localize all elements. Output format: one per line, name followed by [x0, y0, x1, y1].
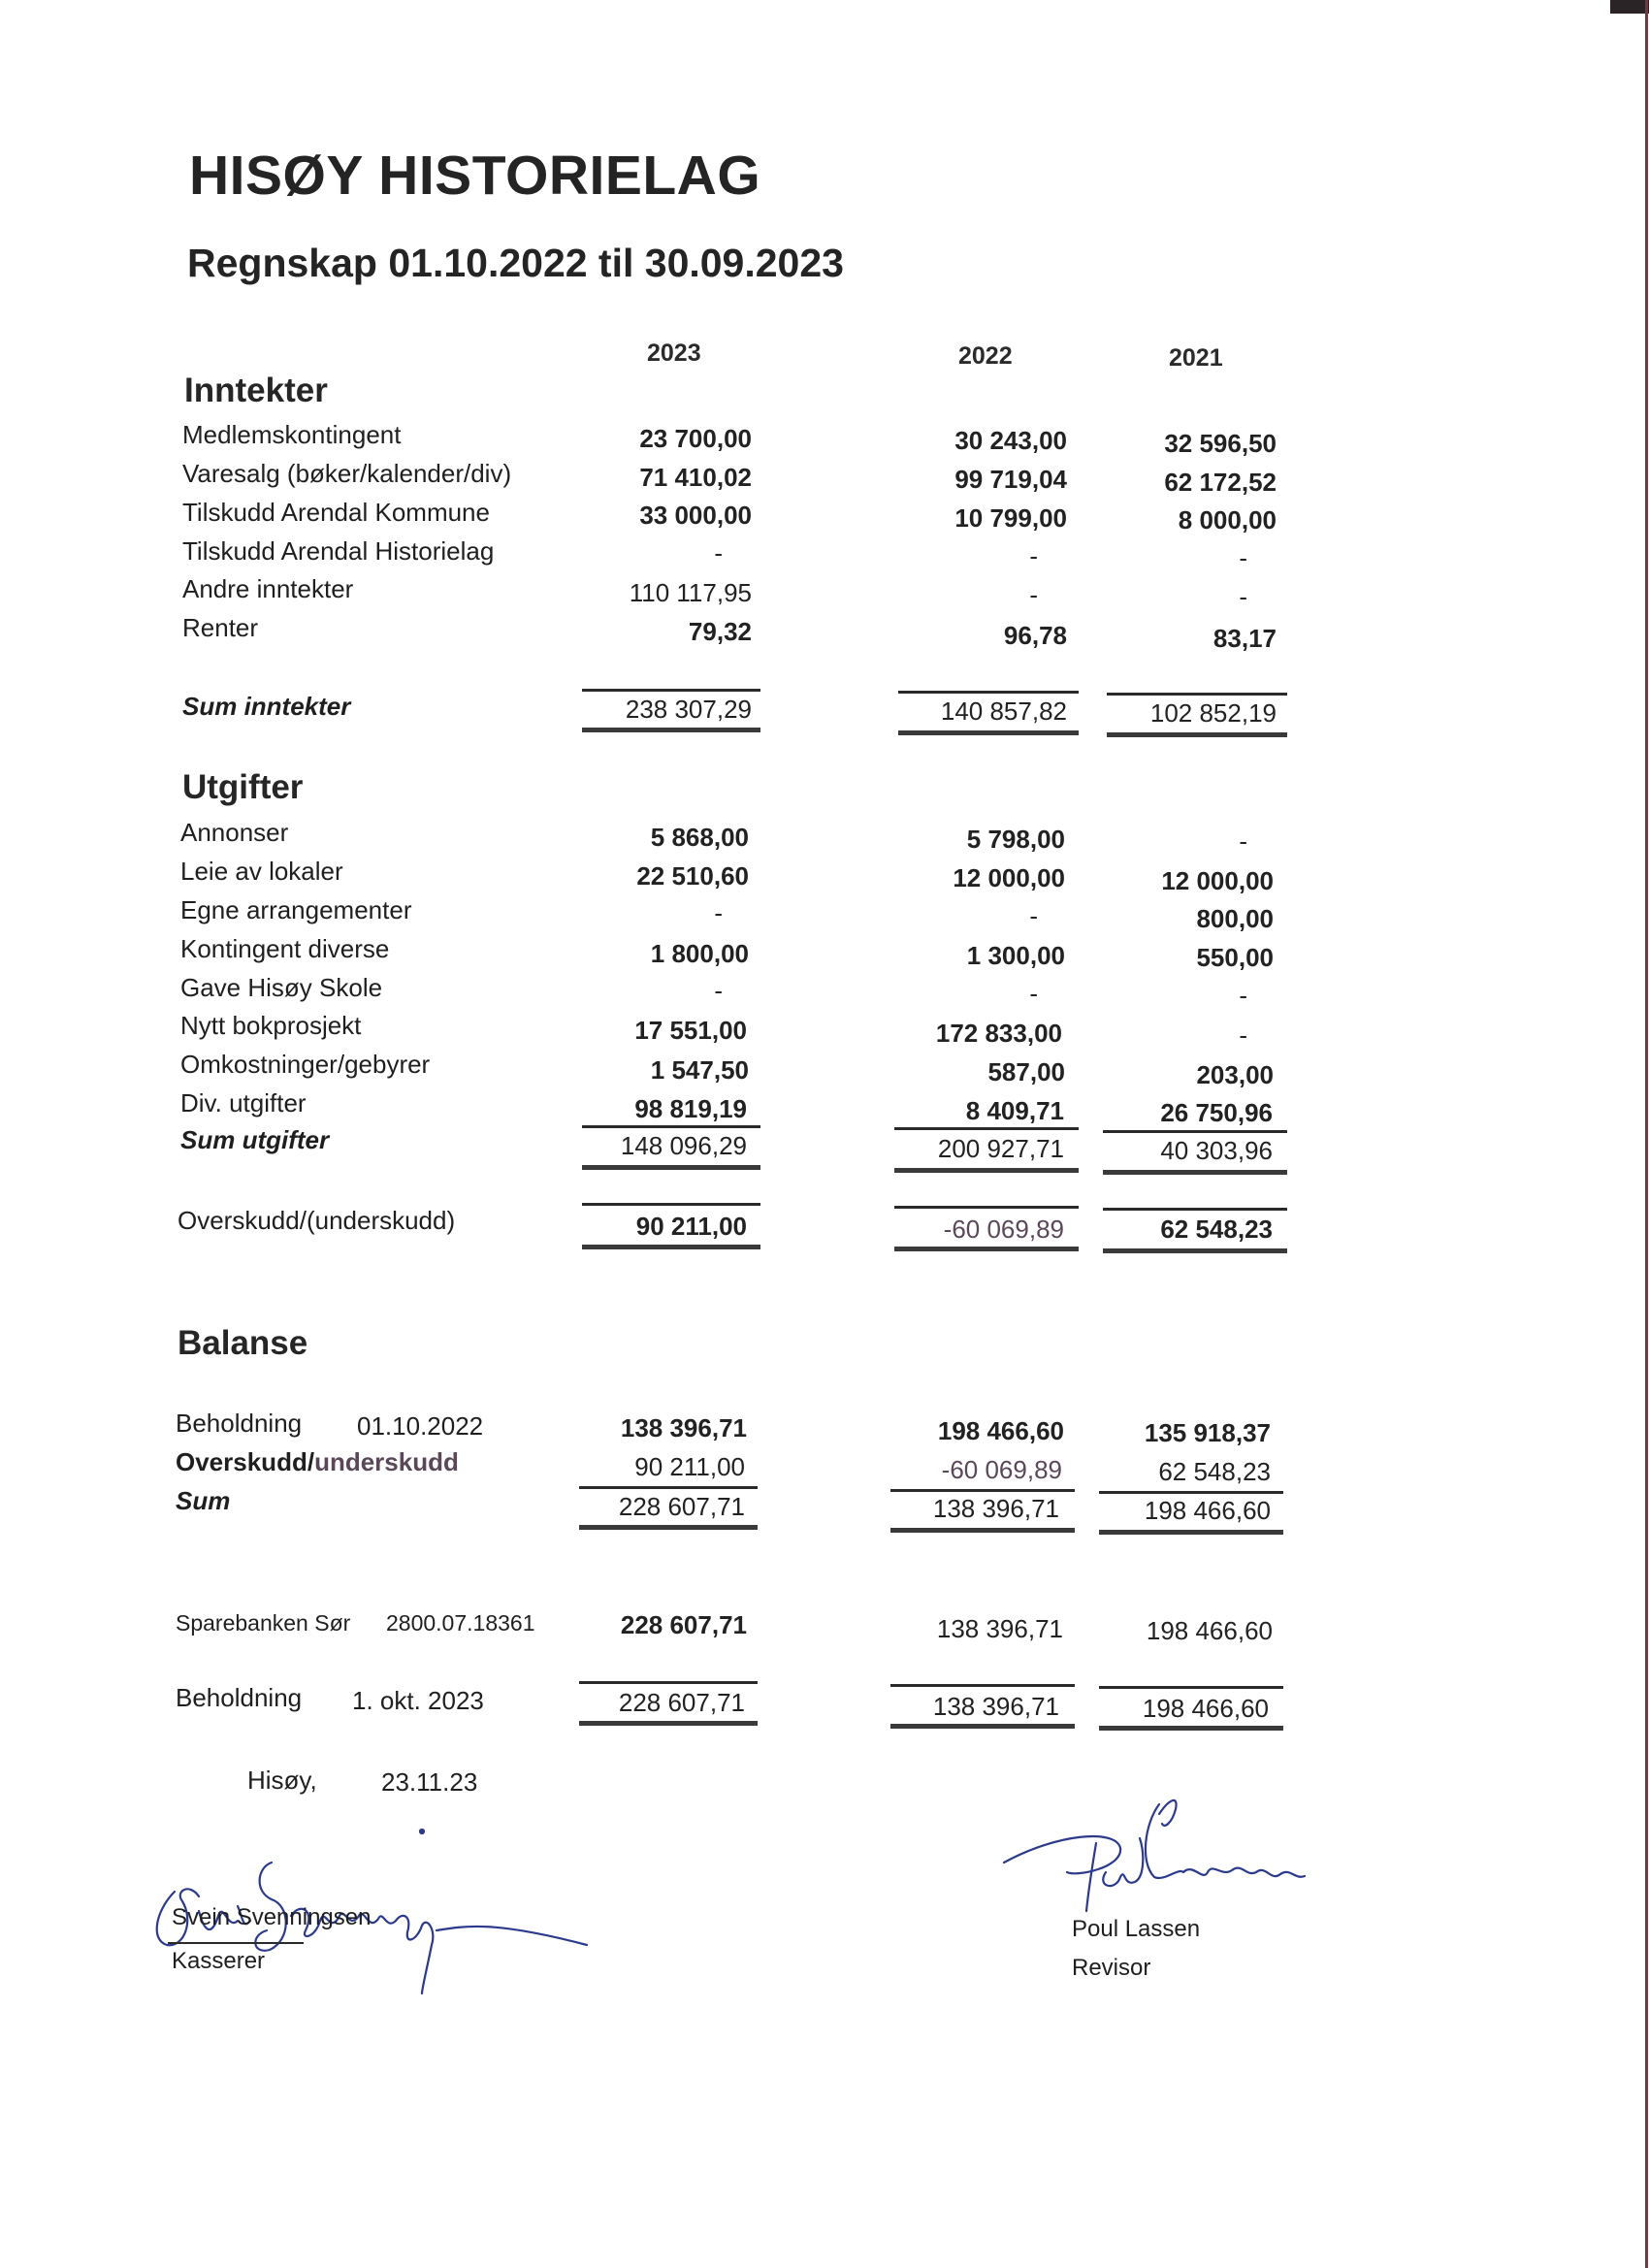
rule: [1099, 1491, 1283, 1494]
row-date: 01.10.2022: [357, 1411, 484, 1441]
signing-date: 23.11.23: [381, 1767, 478, 1797]
value-2021: 8 000,00: [1178, 505, 1277, 535]
column-header-2022: 2022: [958, 342, 1013, 370]
value-2021: 26 750,96: [1160, 1098, 1273, 1127]
section-heading-income: Inntekter: [184, 372, 328, 409]
value-2023: 228 607,71: [618, 1492, 745, 1521]
value-2022: -: [1029, 901, 1038, 930]
value-2022: 96,78: [1003, 621, 1067, 650]
value-2023: 110 117,95: [629, 578, 752, 607]
value-2023: 1 800,00: [650, 939, 749, 968]
row-label: Tilskudd Arendal Kommune: [182, 498, 490, 527]
value-2022: 8 409,71: [965, 1096, 1064, 1125]
value-2021: -: [1239, 981, 1247, 1010]
row-label: Egne arrangementer: [180, 895, 412, 924]
row-label: Nytt bokprosjekt: [180, 1011, 362, 1040]
value-2023: 22 510,60: [636, 861, 749, 891]
value-2023: 228 607,71: [620, 1610, 747, 1639]
value-2023: 98 819,19: [634, 1094, 747, 1123]
value-2021: 12 000,00: [1161, 866, 1274, 895]
double-rule: [1103, 1248, 1287, 1253]
rule: [1103, 1208, 1287, 1211]
value-2021: 102 852,19: [1149, 698, 1277, 728]
value-2022: 5 798,00: [966, 825, 1065, 854]
double-rule: [1099, 1530, 1283, 1535]
double-rule: [582, 1165, 760, 1170]
value-2022: 12 000,00: [953, 863, 1065, 892]
section-heading-expenses: Utgifter: [182, 768, 304, 806]
signature-line: [168, 1942, 304, 1944]
value-2021: 198 466,60: [1142, 1694, 1269, 1723]
treasurer-role: Kasserer: [172, 1948, 266, 1974]
page-subtitle: Regnskap 01.10.2022 til 30.09.2023: [187, 241, 844, 285]
double-rule: [1099, 1726, 1283, 1731]
row-label: Kontingent diverse: [180, 934, 390, 963]
value-2023: 138 396,71: [620, 1413, 747, 1442]
auditor-name: Poul Lassen: [1072, 1916, 1201, 1942]
value-2022: -: [1029, 541, 1038, 570]
row-label: Sum utgifter: [180, 1125, 330, 1154]
value-2022: 30 243,00: [954, 426, 1067, 455]
value-2021: -: [1239, 582, 1247, 611]
value-2023: 228 607,71: [618, 1688, 745, 1717]
value-2022: 138 396,71: [936, 1614, 1063, 1643]
value-2022: 138 396,71: [932, 1494, 1059, 1523]
value-2023: 90 211,00: [634, 1452, 745, 1481]
value-2023: 17 551,00: [634, 1016, 747, 1045]
value-2022: 198 466,60: [937, 1416, 1064, 1445]
value-2021: 62 548,23: [1158, 1457, 1271, 1486]
treasurer-name: Svein Svenningsen: [172, 1904, 372, 1930]
rule: [1107, 693, 1287, 696]
row-label: Overskudd/(underskudd): [178, 1206, 456, 1235]
rule: [1103, 1130, 1287, 1133]
value-2023: 33 000,00: [639, 501, 752, 530]
rule: [582, 1203, 760, 1206]
rule: [890, 1489, 1075, 1492]
signing-place: Hisøy,: [247, 1766, 317, 1795]
bank-account-number: 2800.07.18361: [386, 1610, 535, 1636]
value-2021: 800,00: [1196, 904, 1274, 933]
row-label-part: underskudd: [314, 1447, 459, 1476]
double-rule: [579, 1721, 758, 1726]
value-2023: 148 096,29: [620, 1131, 747, 1160]
scan-edge-line: [1645, 0, 1648, 2268]
value-2022: -60 069,89: [943, 1215, 1064, 1244]
row-label: Sum: [176, 1486, 231, 1515]
value-2023: 23 700,00: [639, 424, 752, 453]
row-label: [176, 1447, 459, 1477]
value-2021: -: [1239, 1021, 1247, 1050]
row-label: Div. utgifter: [180, 1088, 307, 1118]
value-2022: 140 857,82: [940, 697, 1067, 726]
rule: [579, 1681, 758, 1684]
double-rule: [579, 1525, 758, 1530]
value-2022: 587,00: [987, 1057, 1065, 1086]
row-label: Medlemskontingent: [182, 420, 402, 449]
value-2023: 1 547,50: [650, 1055, 749, 1085]
row-label: Omkostninger/gebyrer: [180, 1050, 431, 1079]
rule: [582, 1125, 760, 1128]
row-label-part: Overskudd/: [176, 1447, 315, 1476]
value-2022: 138 396,71: [932, 1692, 1059, 1721]
value-2022: -: [1029, 580, 1038, 609]
row-label: Sparebanken Sør: [176, 1610, 351, 1636]
value-2022: 1 300,00: [966, 941, 1065, 970]
row-label: Beholdning: [176, 1409, 303, 1438]
rule: [582, 689, 760, 692]
value-2023: 71 410,02: [639, 463, 752, 492]
section-heading-balance: Balanse: [178, 1324, 308, 1362]
value-2021: 40 303,96: [1160, 1136, 1273, 1165]
value-2021: -: [1239, 543, 1247, 572]
rule: [894, 1127, 1079, 1130]
value-2021: 203,00: [1196, 1060, 1274, 1089]
row-label: Gave Hisøy Skole: [180, 973, 383, 1002]
column-header-2021: 2021: [1169, 344, 1223, 372]
rule: [898, 691, 1079, 694]
row-label: Leie av lokaler: [180, 857, 343, 886]
row-label: Sum inntekter: [182, 692, 351, 721]
rule: [1099, 1686, 1283, 1689]
value-2021: 62 548,23: [1160, 1215, 1273, 1244]
row-date: 1. okt. 2023: [352, 1686, 484, 1715]
double-rule: [1103, 1170, 1287, 1175]
value-2021: -: [1239, 826, 1247, 856]
value-2021: 83,17: [1212, 624, 1277, 653]
value-2022: 99 719,04: [954, 465, 1067, 494]
double-rule: [894, 1247, 1079, 1251]
value-2021: 62 172,52: [1164, 468, 1277, 497]
row-label: Renter: [182, 613, 259, 642]
auditor-role: Revisor: [1072, 1955, 1151, 1981]
value-2022: 10 799,00: [954, 503, 1067, 533]
value-2023: -: [714, 898, 723, 927]
double-rule: [890, 1528, 1075, 1533]
value-2022: -60 069,89: [941, 1455, 1062, 1484]
value-2023: 5 868,00: [650, 823, 749, 852]
double-rule: [894, 1168, 1079, 1173]
value-2023: 238 307,29: [625, 695, 752, 724]
row-label: Annonser: [180, 818, 289, 847]
value-2022: -: [1029, 979, 1038, 1008]
value-2021: 198 466,60: [1144, 1496, 1271, 1525]
value-2021: 135 918,37: [1144, 1418, 1271, 1447]
row-label: Beholdning: [176, 1683, 303, 1712]
value-2022: 200 927,71: [937, 1134, 1064, 1163]
rule: [890, 1684, 1075, 1687]
value-2022: 172 833,00: [935, 1019, 1062, 1048]
value-2023: -: [714, 538, 723, 567]
value-2023: -: [714, 976, 723, 1005]
value-2023: 79,32: [688, 617, 752, 646]
double-rule: [890, 1724, 1075, 1729]
row-label: Tilskudd Arendal Historielag: [182, 536, 495, 566]
value-2021: 550,00: [1196, 943, 1274, 972]
rule: [579, 1486, 758, 1489]
row-label: Varesalg (bøker/kalender/div): [182, 459, 512, 488]
value-2023: 90 211,00: [635, 1212, 747, 1241]
value-2021: 198 466,60: [1146, 1616, 1273, 1645]
double-rule: [1107, 732, 1287, 737]
column-header-2023: 2023: [647, 340, 701, 367]
auditor-signature: [999, 1795, 1348, 1921]
rule: [894, 1206, 1079, 1209]
value-2021: 32 596,50: [1164, 429, 1277, 458]
double-rule: [582, 728, 760, 732]
scan-edge-mark: [1610, 0, 1649, 14]
page-title: HISØY HISTORIELAG: [189, 145, 761, 207]
double-rule: [898, 730, 1079, 735]
row-label: Andre inntekter: [182, 574, 354, 603]
double-rule: [582, 1245, 760, 1249]
